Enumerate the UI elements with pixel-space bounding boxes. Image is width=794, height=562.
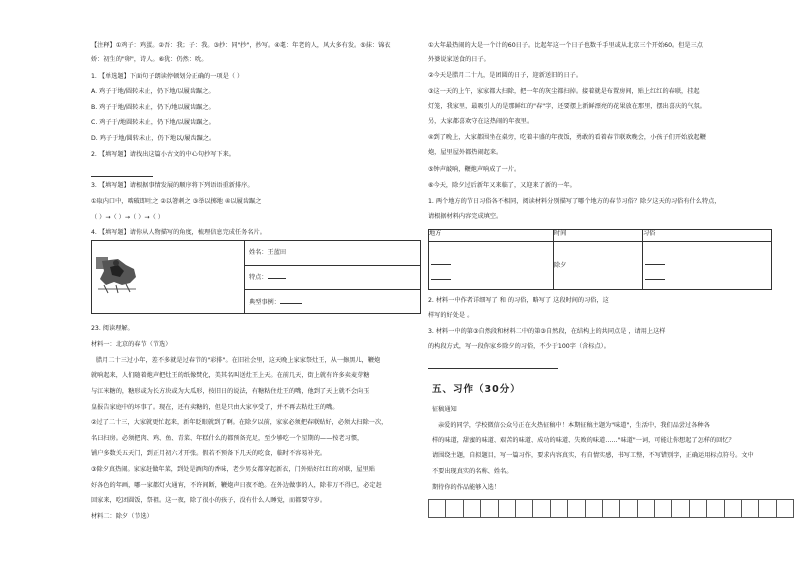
option-d[interactable]: D. 鸡子于地/圆转未止，仍下地以/履齿蹍之。 [91,135,216,142]
grid-cell[interactable] [446,500,463,517]
material-1-line: ②过了二十三，大家就更忙起来，新年眨眼就到了啊。在除夕以前，家家必须把春联贴好，必须大扫除一次， [91,419,388,426]
material-2-title: 材料二：除夕（节选） [91,513,153,520]
grid-cell[interactable] [742,500,759,517]
card-example-blank[interactable] [280,297,302,304]
material-1-line: 好各色的年画，哪一家都灯火通宵，不许间断，鞭炮声日夜不绝。在外边做事的人，除非万不得已，必定赶 [91,482,382,489]
card-row-line-2 [245,289,420,290]
material-2-line: ②今天是腊月二十九，是团圆的日子，迎新送旧的日子。 [428,72,583,79]
writing-grid[interactable] [428,499,794,518]
question-4-stem: 4. 【填写题】请你从人物描写的角度，梳理信息完成任务名片。 [91,229,266,236]
table-cell-place[interactable] [429,242,554,290]
table-cell-time: 除夕 [554,242,643,290]
annotation-line-2: 娇：初生的"卵"，诗人。⑥犹：仍然：吮。 [91,56,208,63]
material-2-line: 灯笼，我家里，最吸引人的是那鲜红的"春"字，还要摆上新鲜漂亮的花果放在那里，摆出喜庆的气氛。 [428,103,706,110]
question-1-stem: 1. 【单选题】下面句子朗读停顿划分正确的一项是（ ） [91,73,244,80]
grid-cell[interactable] [568,500,585,517]
grid-cell[interactable] [603,500,620,517]
annotation-line-1: 【注释】①鸡子：鸡蛋。②吾：我；子：我。③抄：同"抄"，抄写。④耄：年老的人，风大多有发。⑤抹：锦衣 [91,42,391,49]
notice-line: 样的味道，甜蜜的味道、艰苦的味道、成功的味道、失败的味道……"味道"一词，可能让你想起了怎样的回忆？ [432,437,735,444]
material-2-line: ⑥今天，除夕过后新年又来临了，又迎来了新的一年。 [428,182,576,189]
grid-cell[interactable] [551,500,568,517]
reading-q3-stem: 3. 材料一中的第③自然段和材料二中的第③自然段，在结构上的共同点是 ，请用上这样 [428,328,666,335]
card-trait-label: 特点： [249,274,268,281]
notice-line: 不要出现真实的名称、姓名。 [432,468,513,475]
grid-cell[interactable] [464,500,481,517]
notice-line: 亲爱的同学，学校微信公众号正在火热征稿中！本期征稿主题为"味道"，生活中，我们品尝过各种各 [438,422,710,429]
card-example-label: 典型事例： [249,299,280,306]
material-1-line: 腊月二十三过小年，差不多就是过春节的"彩排"。在旧社会里，这天晚上家家祭灶王，从一擦黑儿，鞭炮 [96,357,381,364]
material-1-line: ③除夕真热闹。家家赶做年菜，到处是酒肉的香味，老少男女都穿起新衣，门外贴好红红的对联，屋里贴 [91,466,375,473]
custom-table [428,229,772,290]
notice-line: 期待你的作品能够入选！ [432,484,501,491]
material-2-line: ⑤钟声敲响，鞭炮声响成了一片。 [428,166,521,173]
table-header-custom: 习俗 [643,230,772,242]
reading-q1-stem: 1. 两个地方的节日习俗各不相同，阅读材料分别描写了哪个地方的春节习俗？除夕这天的习俗有什么特点， [428,198,721,205]
reading-q3-stem-cont: 的构段方式，写一段你家乡除夕的习俗，不少于100字（含标点）。 [428,343,610,350]
grid-cell[interactable] [533,500,550,517]
reading-q1-stem-cont: 请根据材料内容完成填空。 [428,213,503,220]
question-2-stem: 2. 【填写题】请找出这篇小古文的中心句抄写下来。 [91,151,235,158]
grid-cell[interactable] [777,500,794,517]
notice-line: 请围绕主题，自拟题目，写一篇习作，要求内容真实，有自情实感，书写工整，不写错别字，正确运用标点符号。文中 [432,452,754,459]
custom-blank-2[interactable] [645,273,665,280]
card-trait-blank[interactable] [268,272,286,279]
material-2-line: 另，大家都喜欢守在这热闹的年夜里。 [428,118,534,125]
reading-title: 23. 阅读理解。 [91,325,134,332]
grid-cell[interactable] [638,500,655,517]
material-1-line: 名曰扫房。必须把肉、鸡、鱼、青菜、年糕什么的都预备充足，至少够吃一个星期的——按老习惯， [91,435,364,442]
card-example-field[interactable] [249,297,302,306]
grid-cell[interactable] [481,500,498,517]
material-2-line: ①大年最热闹的大是一个计的60日子。比起年这一个日子也数千手里或从北京三个开始60。但是三点 [428,42,703,49]
grid-cell[interactable] [690,500,707,517]
grid-cell[interactable] [707,500,724,517]
place-blank-2[interactable] [431,273,451,280]
card-trait-field[interactable] [249,272,286,281]
grid-cell[interactable] [429,500,446,517]
material-1-line: 就响起来，人们随着炮声把灶王的纸像焚化，美其名叫送灶王上天。在前几天，街上就有许多卖麦芽糖 [91,372,370,379]
grid-cell[interactable] [516,500,533,517]
question-3-stem: 3. 【填写题】请根据事情发展的顺序将下列语语重新排序。 [91,182,254,189]
table-header-time: 时间 [554,230,643,242]
section-title: 五、习作（30分） [432,384,521,395]
option-a[interactable]: A. 鸡子于地/圆转未止，仍下地/以履齿蹍之。 [91,88,215,95]
notice-title: 征稿通知 [432,406,457,413]
character-card [91,240,421,314]
reading-q2-stem: 2. 材料一中作者详细写了 和 的习俗，略写了 这段时间的习俗，这 [428,297,609,304]
place-blank-1[interactable] [431,258,451,265]
grid-cell[interactable] [586,500,603,517]
material-2-line: 炮，屋里屋外都热闹起来。 [428,149,503,156]
question-3-items: ①取内口中，啮破即吐之 ②以箸刺之 ③举以掷地 ④以履齿蹍之 [91,198,262,205]
custom-blank-1[interactable] [645,258,665,265]
material-2-line: 外婆说家送食的日子。 [428,56,490,63]
option-b[interactable]: B. 鸡子于地/圆转未止，仍下/地以履齿蹍之。 [91,104,215,111]
grid-cell[interactable] [725,500,742,517]
option-c[interactable]: C. 鸡子于/地圆转未止，仍下地/以履齿蹍之。 [91,119,215,126]
grid-cell[interactable] [759,500,776,517]
card-row-line-1 [245,265,420,266]
material-1-title: 材料一：北京的春节（节选） [91,341,172,348]
grid-cell[interactable] [672,500,689,517]
grid-cell[interactable] [620,500,637,517]
material-1-line: 铺户多数关五天门，到正月初六才开张。假若不预备下几天的吃食，临时不容易补充。 [91,450,327,457]
material-1-line: 与江米糖的，糖形或为长方块或为大瓜形，按旧日的说法，有糖粘住灶王的嘴，他到了天上就不会向玉 [91,388,370,395]
answer-line-q2[interactable] [91,176,153,177]
question-3-order-blanks[interactable]: （ ）→（ ）→（ ）→（ ） [91,214,164,221]
material-1-line: 皇报告家庭中的坏事了。现在，还有卖糖的，但是只由大家享受了，并不再去粘灶王的嘴。 [91,404,339,411]
material-2-line: ④到了晚上，大家都围坐在桌旁，吃着丰盛的年夜饭，勇敢的看着春节联欢晚会，小孩子们开始放起鞭 [428,134,706,141]
material-2-line: ③这一天的上午，家家都大扫除，把一年的灰尘都扫掉。接着就是布置房间，贴上红红的春联，挂起 [428,88,700,95]
answer-line-q3[interactable] [428,368,558,369]
ink-painting-image [96,255,140,295]
grid-cell[interactable] [499,500,516,517]
material-1-line: 回家来，吃团圆饭，祭祖。这一夜，除了很小的孩子，没有什么人睡觉，而都要守岁。 [91,497,327,504]
grid-cell[interactable] [655,500,672,517]
reading-q2-stem-cont: 样写的好处是 。 [428,312,474,319]
table-header-place: 地方 [429,230,554,242]
table-cell-custom[interactable] [643,242,772,290]
card-divider [244,241,245,313]
card-name: 姓名：王蓝田 [249,249,287,256]
